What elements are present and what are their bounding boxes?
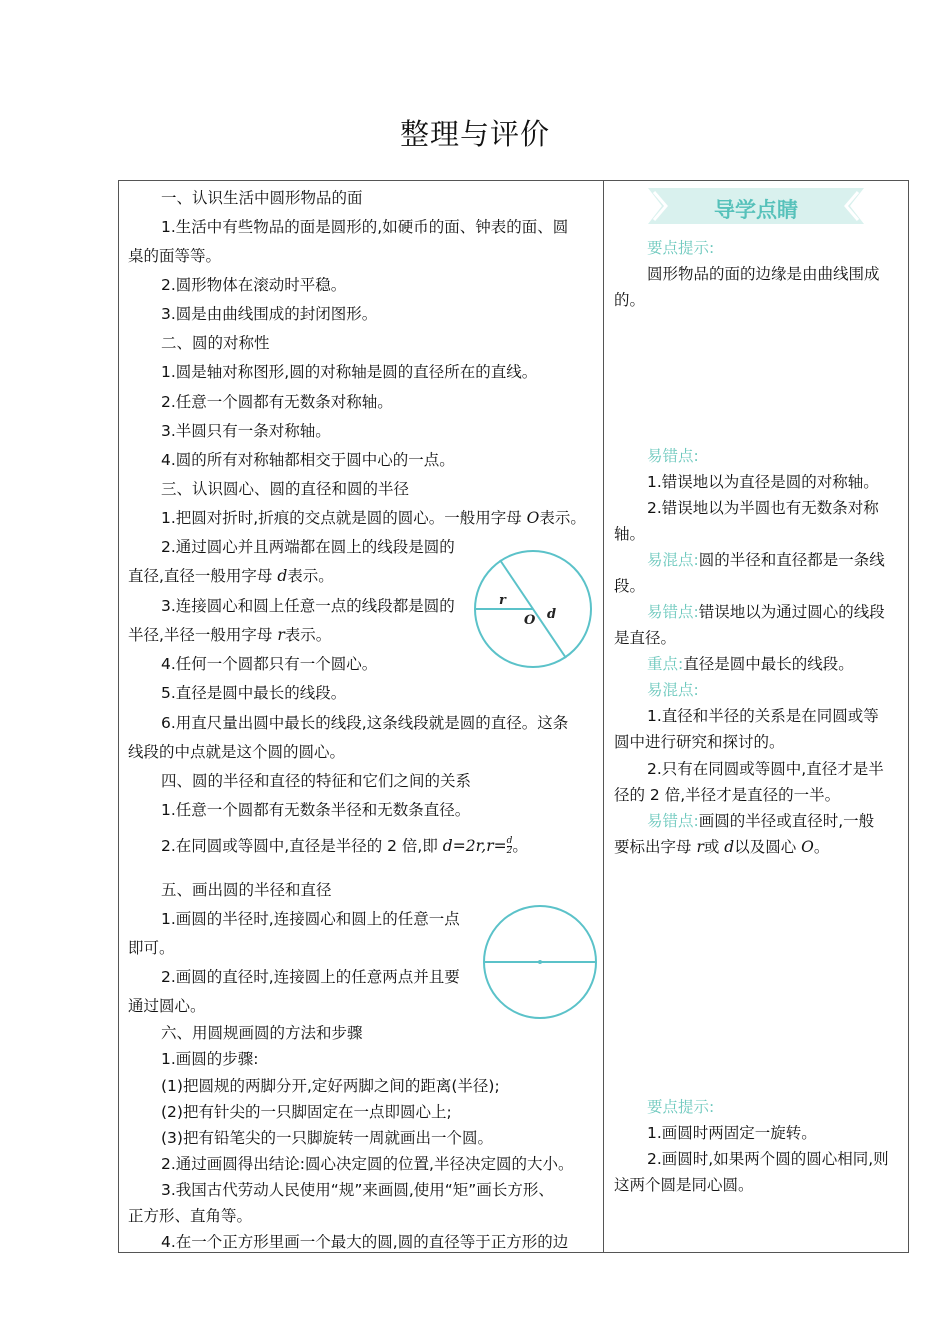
tip-label-2: 要点提示: xyxy=(647,1098,715,1116)
error-label: 易错点: xyxy=(647,447,699,465)
sidebar-header-text: 导学点睛 xyxy=(714,198,798,222)
section-3-point-2a: 2.通过圆心并且两端都在圆上的线段是圆的 xyxy=(161,538,455,556)
section-2-point-4: 4.圆的所有对称轴都相交于圆中心的一点。 xyxy=(161,451,455,469)
text: 半径,半径一般用字母 xyxy=(128,626,278,644)
text: 或 xyxy=(703,838,725,856)
section-1-point-3: 3.圆是由曲线围成的封闭图形。 xyxy=(161,305,378,323)
section-6-step-3: (3)把有铅笔尖的一只脚旋转一周就画出一个圆。 xyxy=(161,1129,493,1147)
error-label-3: 易错点: xyxy=(647,812,699,830)
error-note-3 xyxy=(647,811,874,831)
text: 直径是圆中最长的线段。 xyxy=(683,655,854,673)
text: 错误地以为通过圆心的线段 xyxy=(698,603,885,621)
tip-text-a: 圆形物品的面的边缘是由曲线围成 xyxy=(647,265,880,283)
section-3-heading: 三、认识圆心、圆的直径和圆的半径 xyxy=(161,480,410,498)
confusion-point-1a: 1.直径和半径的关系是在同圆或等 xyxy=(647,707,879,725)
center-point xyxy=(538,960,542,964)
error-point-2b: 轴。 xyxy=(614,525,646,543)
error-label-2: 易错点: xyxy=(647,603,699,621)
confusion-point-2a: 2.只有在同圆或等圆中,直径才是半 xyxy=(647,760,884,778)
section-6-step-2: (2)把有针尖的一只脚固定在一点即圆心上; xyxy=(161,1103,452,1121)
section-2-point-1: 1.圆是轴对称图形,圆的对称轴是圆的直径所在的直线。 xyxy=(161,363,538,381)
text: 。 xyxy=(813,838,830,856)
tip-2-point-2b: 这两个圆是同心圆。 xyxy=(614,1176,754,1194)
section-5-point-1b: 即可。 xyxy=(128,939,175,957)
section-3-point-6b: 线段的中点就是这个圆的圆心。 xyxy=(128,743,346,761)
section-1-point-1b: 桌的面等等。 xyxy=(128,247,222,265)
confusion-note-b: 段。 xyxy=(614,577,646,595)
section-3-point-1 xyxy=(161,508,586,528)
section-4-point-2 xyxy=(161,836,528,856)
section-6-step-1: (1)把圆规的两脚分开,定好两脚之间的距离(半径); xyxy=(161,1077,500,1095)
confusion-label: 易混点: xyxy=(647,551,699,569)
fraction-numerator: d xyxy=(506,836,513,846)
section-1-point-2: 2.圆形物体在滚动时平稳。 xyxy=(161,276,347,294)
tip-text-b: 的。 xyxy=(614,291,646,309)
var-d: d xyxy=(724,838,735,856)
text: 表示。 xyxy=(287,567,334,585)
section-4-heading: 四、圆的半径和直径的特征和它们之间的关系 xyxy=(161,772,472,790)
var-r: r xyxy=(277,626,285,644)
section-2-point-3: 3.半圆只有一条对称轴。 xyxy=(161,422,331,440)
label-r: r xyxy=(499,593,506,608)
section-4-point-1: 1.任意一个圆都有无数条半径和无数条直径。 xyxy=(161,801,471,819)
section-2-heading: 二、圆的对称性 xyxy=(161,334,270,352)
section-3-point-6a: 6.用直尺量出圆中最长的线段,这条线段就是圆的直径。这条 xyxy=(161,714,569,732)
section-6-point-3a: 3.我国古代劳动人民使用“规”来画圆,使用“矩”画长方形、 xyxy=(161,1181,554,1199)
section-6-point-4: 4.在一个正方形里画一个最大的圆,圆的直径等于正方形的边 xyxy=(161,1233,569,1251)
text: 。 xyxy=(512,837,528,855)
text: 要标出字母 xyxy=(614,838,697,856)
error-point-1: 1.错误地以为直径是圆的对称轴。 xyxy=(647,473,879,491)
section-6-point-1: 1.画圆的步骤: xyxy=(161,1050,259,1068)
var-o: O xyxy=(526,509,540,527)
section-6-point-3b: 正方形、直角等。 xyxy=(128,1207,253,1225)
error-note-2 xyxy=(647,602,885,622)
label-o: O xyxy=(524,613,536,628)
error-point-2a: 2.错误地以为半圆也有无数条对称 xyxy=(647,499,879,517)
page-title: 整理与评价 xyxy=(399,117,550,151)
key-label: 重点: xyxy=(647,655,684,673)
key-note xyxy=(647,654,854,674)
section-3-point-3b xyxy=(128,625,331,645)
section-5-point-2a: 2.画圆的直径时,连接圆上的任意两点并且要 xyxy=(161,968,460,986)
text: 画圆的半径或直径时,一般 xyxy=(698,812,875,830)
section-6-point-2: 2.通过画圆得出结论:圆心决定圆的位置,半径决定圆的大小。 xyxy=(161,1155,574,1173)
formula: d=2r,r= xyxy=(442,837,507,855)
sidebar-header xyxy=(648,188,864,224)
section-3-point-5: 5.直径是圆中最长的线段。 xyxy=(161,684,347,702)
section-3-point-4: 4.任何一个圆都只有一个圆心。 xyxy=(161,655,378,673)
var-o: O xyxy=(801,838,814,856)
text: 以及圆心 xyxy=(734,838,802,856)
tip-label: 要点提示: xyxy=(647,239,715,257)
var-r: r xyxy=(696,838,704,856)
text: 直径,直径一般用字母 xyxy=(128,567,278,585)
label-d: d xyxy=(547,607,557,622)
text: 1.把圆对折时,折痕的交点就是圆的圆心。一般用字母 xyxy=(161,509,527,527)
section-6-heading: 六、用圆规画圆的方法和步骤 xyxy=(161,1024,363,1042)
section-5-point-2b: 通过圆心。 xyxy=(128,997,206,1015)
tip-2-point-1: 1.画圆时两固定一旋转。 xyxy=(647,1124,817,1142)
error-note-3b xyxy=(614,837,829,857)
tip-2-point-2a: 2.画圆时,如果两个圆的圆心相同,则 xyxy=(647,1150,889,1168)
section-3-point-2b xyxy=(128,566,334,586)
text: 2.在同圆或等圆中,直径是半径的 2 倍,即 xyxy=(161,837,443,855)
confusion-point-2b: 径的 2 倍,半径才是直径的一半。 xyxy=(614,786,841,804)
section-1-heading: 一、认识生活中圆形物品的面 xyxy=(161,189,363,207)
text: 表示。 xyxy=(539,509,586,527)
var-d: d xyxy=(277,567,288,585)
text: 圆的半径和直径都是一条线 xyxy=(698,551,885,569)
section-5-heading: 五、画出圆的半径和直径 xyxy=(161,881,332,899)
confusion-note xyxy=(647,550,885,570)
text: 表示。 xyxy=(284,626,332,644)
fraction-denominator: 2 xyxy=(506,846,513,856)
section-2-point-2: 2.任意一个圆都有无数条对称轴。 xyxy=(161,393,393,411)
confusion-point-1b: 圆中进行研究和探讨的。 xyxy=(614,733,785,751)
section-1-point-1a: 1.生活中有些物品的面是圆形的,如硬币的面、钟表的面、圆 xyxy=(161,218,569,236)
error-note-2b: 是直径。 xyxy=(614,629,677,647)
section-5-point-1a: 1.画圆的半径时,连接圆心和圆上的任意一点 xyxy=(161,910,460,928)
circle-diameter-diagram xyxy=(481,903,599,1021)
column-divider xyxy=(603,180,604,1253)
section-3-point-3a: 3.连接圆心和圆上任意一点的线段都是圆的 xyxy=(161,597,455,615)
confusion-label-2: 易混点: xyxy=(647,681,699,699)
circle-radius-diameter-diagram xyxy=(472,548,594,670)
